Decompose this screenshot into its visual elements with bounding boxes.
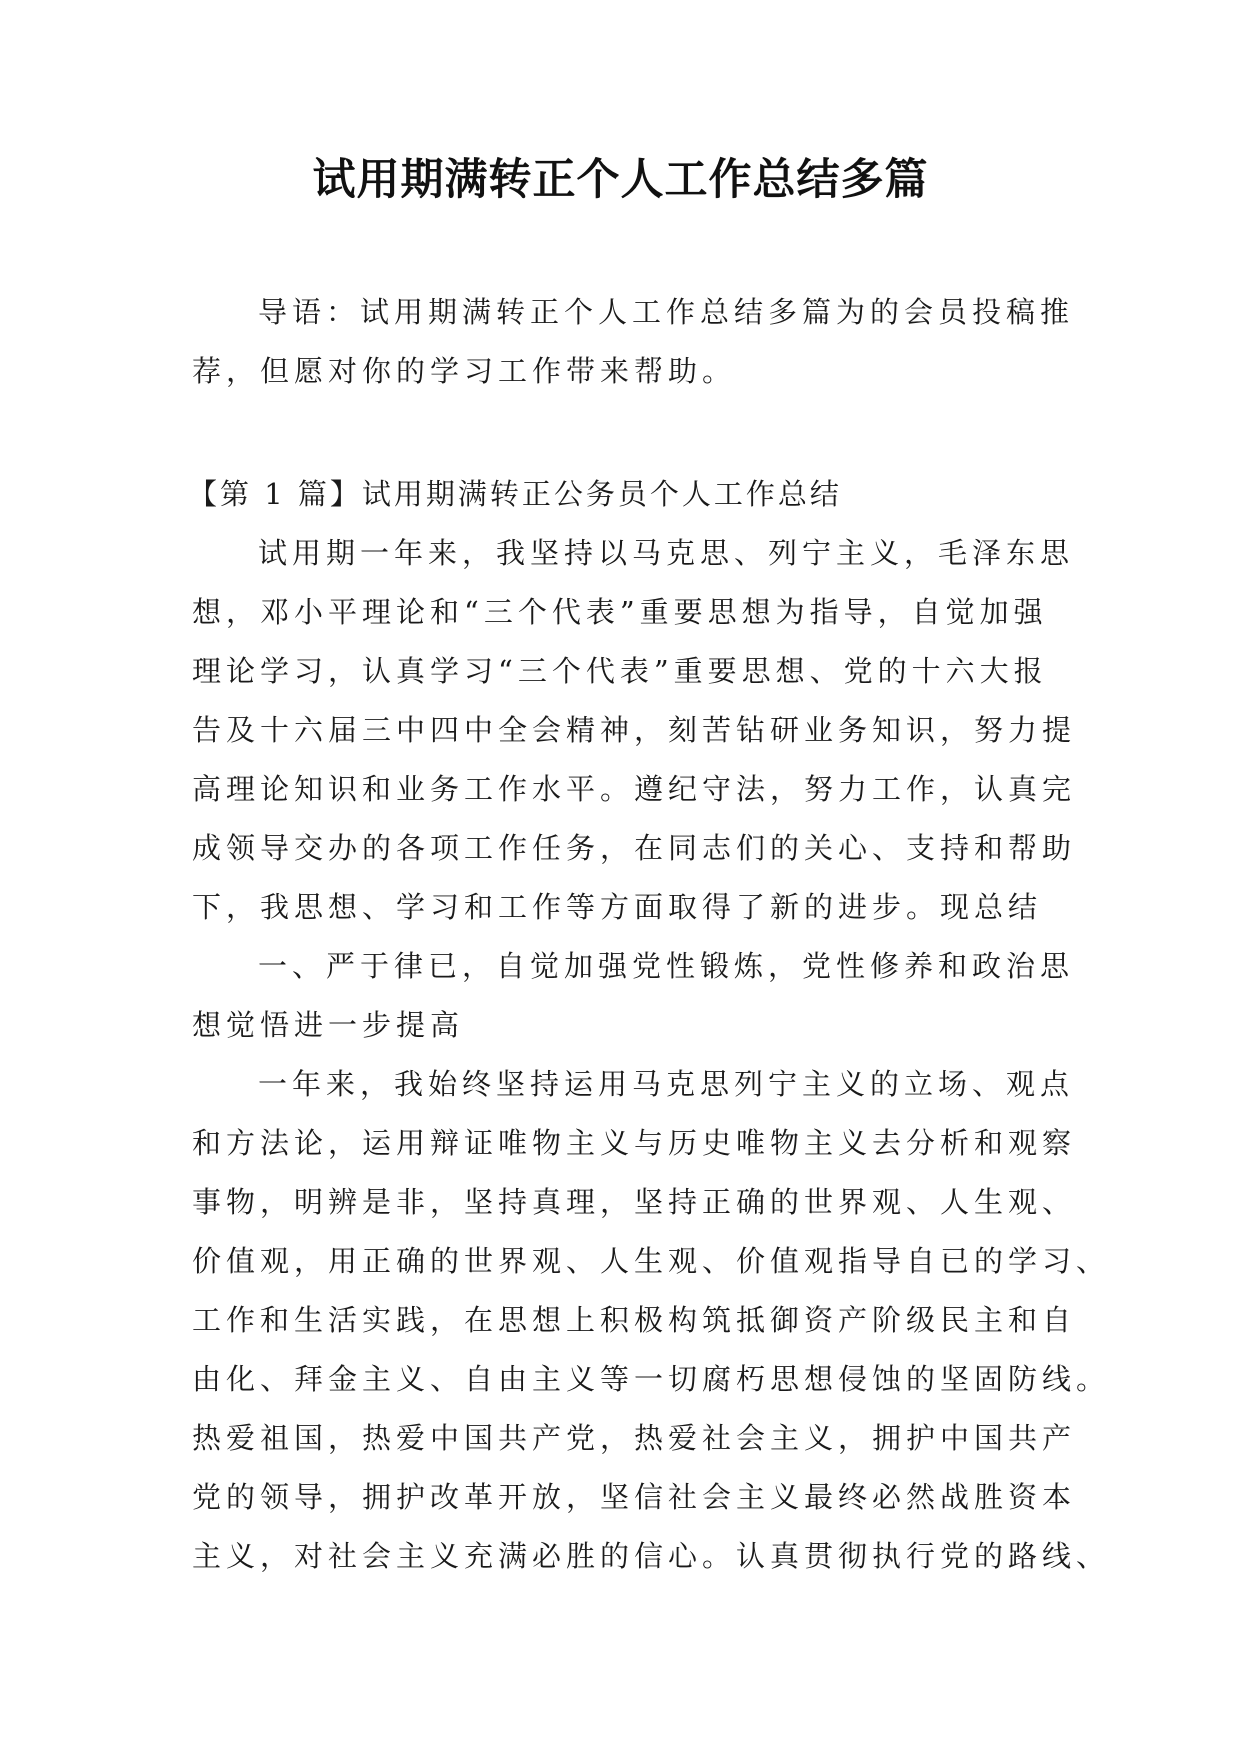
paragraph-1 [192, 524, 1077, 937]
paragraph-line: 告及十六届三中四中全会精神，刻苦钻研业务知识，努力提 [192, 713, 1077, 747]
section-heading-1 [192, 937, 1075, 1055]
heading-line: 想觉悟进一步提高 [192, 1008, 465, 1042]
paragraph-line: 工作和生活实践，在思想上积极构筑抵御资产阶级民主和自 [192, 1303, 1077, 1337]
heading-line: 一、严于律已，自觉加强党性锻炼，党性修养和政治思 [258, 949, 1075, 983]
paragraph-line: 价值观，用正确的世界观、人生观、价值观指导自已的学习、 [192, 1244, 1111, 1278]
paragraph-line: 热爱祖国，热爱中国共产党，热爱社会主义，拥护中国共产 [192, 1421, 1077, 1455]
intro-line: 导语：试用期满转正个人工作总结多篇为的会员投稿推 [258, 295, 1075, 329]
paragraph-line: 事物，明辨是非，坚持真理，坚持正确的世界观、人生观、 [192, 1185, 1077, 1219]
paragraph-line: 党的领导，拥护改革开放，坚信社会主义最终必然战胜资本 [192, 1480, 1077, 1514]
paragraph-line: 和方法论，运用辩证唯物主义与历史唯物主义去分析和观察 [192, 1126, 1077, 1160]
article-body [188, 465, 1111, 1586]
paragraph-line: 理论学习，认真学习“三个代表”重要思想、党的十六大报 [192, 654, 1048, 688]
paragraph-line: 由化、拜金主义、自由主义等一切腐朽思想侵蚀的坚固防线。 [192, 1362, 1111, 1396]
intro-paragraph [192, 283, 1075, 401]
paragraph-line: 下，我思想、学习和工作等方面取得了新的进步。现总结 [192, 890, 1043, 924]
paragraph-line: 试用期一年来，我坚持以马克思、列宁主义，毛泽东思 [258, 536, 1075, 570]
paragraph-line: 成领导交办的各项工作任务，在同志们的关心、支持和帮助 [192, 831, 1077, 865]
paragraph-line: 一年来，我始终坚持运用马克思列宁主义的立场、观点 [258, 1067, 1075, 1101]
intro-line: 荐，但愿对你的学习工作带来帮助。 [192, 354, 737, 388]
document-title: 试用期满转正个人工作总结多篇 [312, 155, 929, 205]
paragraph-line: 想，邓小平理论和“三个代表”重要思想为指导，自觉加强 [192, 595, 1048, 629]
paragraph-line: 高理论知识和业务工作水平。遵纪守法，努力工作，认真完 [192, 772, 1077, 806]
paragraph-line: 主义，对社会主义充满必胜的信心。认真贯彻执行党的路线、 [192, 1539, 1111, 1573]
paragraph-2 [192, 1055, 1111, 1586]
section-title: 【第 1 篇】试用期满转正公务员个人工作总结 [188, 477, 842, 511]
